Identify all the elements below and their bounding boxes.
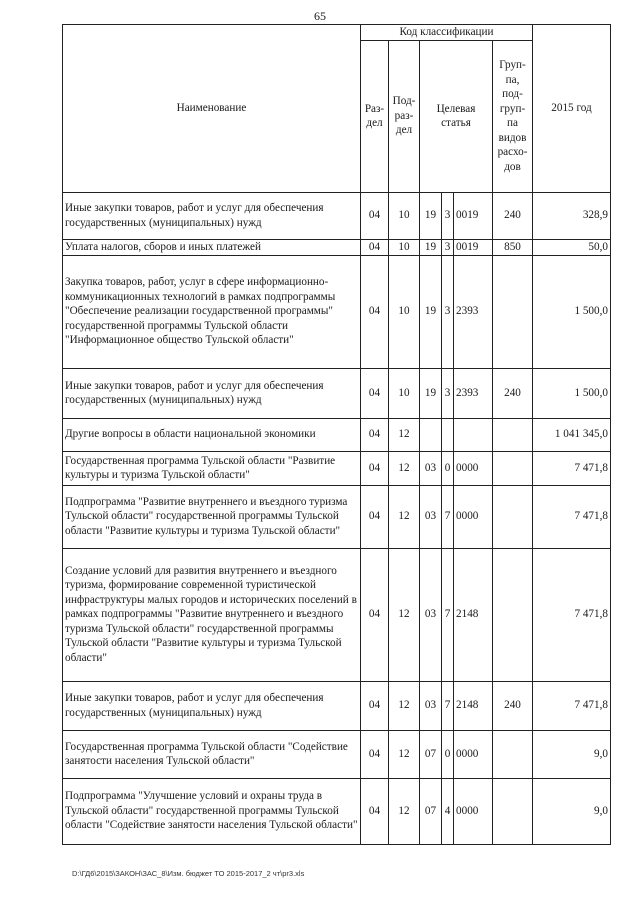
- row-group: 240: [493, 681, 533, 730]
- table-row: [63, 730, 611, 778]
- row-group: [493, 451, 533, 485]
- row-sum: 1 500,0: [533, 255, 611, 368]
- row-razdel: 04: [361, 485, 389, 548]
- row-sum: 7 471,8: [533, 548, 611, 681]
- row-name: Уплата налогов, сборов и иных платежей: [63, 239, 361, 255]
- row-sum: 1 041 345,0: [533, 418, 611, 451]
- row-target-part1: 03: [420, 548, 442, 681]
- row-group: 240: [493, 368, 533, 418]
- row-sum: 7 471,8: [533, 451, 611, 485]
- row-sum: 7 471,8: [533, 485, 611, 548]
- row-sum: 328,9: [533, 192, 611, 239]
- row-sum: 9,0: [533, 730, 611, 778]
- table-row: [63, 548, 611, 681]
- row-name: Создание условий для развития внутреннего и въездного туризма, формирование современной туристической инфраструктуры малых городов и исторических поселений в рамках подпрограммы "Развитие внутреннего и въездного туризма Тульской области" государственной программы Тульской области "Развитие культуры и туризма Тульской области": [63, 548, 361, 681]
- row-group: 240: [493, 192, 533, 239]
- row-sum: 50,0: [533, 239, 611, 255]
- budget-table: [62, 24, 611, 845]
- row-target-part3: 0019: [454, 192, 493, 239]
- row-razdel: 04: [361, 255, 389, 368]
- row-target-part2: 7: [442, 485, 454, 548]
- row-sum: 1 500,0: [533, 368, 611, 418]
- row-target-part2: 0: [442, 451, 454, 485]
- row-target-part1: 07: [420, 778, 442, 844]
- table-row: [63, 485, 611, 548]
- table-row: [63, 368, 611, 418]
- row-target-part1: 03: [420, 681, 442, 730]
- row-target-part1: 07: [420, 730, 442, 778]
- row-target-part3: 2393: [454, 368, 493, 418]
- row-target-part1: 19: [420, 192, 442, 239]
- row-target-part1: 03: [420, 451, 442, 485]
- row-target-part3: 2148: [454, 681, 493, 730]
- row-razdel: 04: [361, 192, 389, 239]
- row-target-part2: 3: [442, 368, 454, 418]
- row-name: Иные закупки товаров, работ и услуг для обеспечения государственных (муниципальных) нужд: [63, 192, 361, 239]
- row-target-part3: [454, 418, 493, 451]
- table-row: [63, 239, 611, 255]
- row-podrazdel: 12: [389, 485, 420, 548]
- row-target-part1: 19: [420, 368, 442, 418]
- row-target-part2: 4: [442, 778, 454, 844]
- row-group: [493, 778, 533, 844]
- row-razdel: 04: [361, 681, 389, 730]
- row-name: Иные закупки товаров, работ и услуг для обеспечения государственных (муниципальных) нужд: [63, 368, 361, 418]
- row-razdel: 04: [361, 418, 389, 451]
- row-group: [493, 418, 533, 451]
- row-podrazdel: 10: [389, 192, 420, 239]
- row-name: Другие вопросы в области национальной экономики: [63, 418, 361, 451]
- table-row: [63, 418, 611, 451]
- header-expense-group: Груп-па, под-груп-па видов расхо-дов: [493, 40, 533, 192]
- row-target-part2: 3: [442, 255, 454, 368]
- row-podrazdel: 12: [389, 548, 420, 681]
- table-row: [63, 778, 611, 844]
- row-name: Государственная программа Тульской области "Развитие культуры и туризма Тульской области": [63, 451, 361, 485]
- row-target-part1: 19: [420, 255, 442, 368]
- row-target-part2: 3: [442, 239, 454, 255]
- header-target-article: Целевая статья: [420, 40, 493, 192]
- row-target-part3: 0000: [454, 451, 493, 485]
- row-group: [493, 548, 533, 681]
- row-podrazdel: 12: [389, 778, 420, 844]
- header-code-group: Код классификации: [361, 25, 533, 41]
- row-podrazdel: 12: [389, 681, 420, 730]
- file-path-footer: D:\ГД6\2015\ЗАКОН\ЗАС_8\Изм. бюджет ТО 2015-2017_2 чт\pr3.xls: [72, 869, 305, 878]
- row-sum: 7 471,8: [533, 681, 611, 730]
- table-row: [63, 451, 611, 485]
- row-target-part1: 19: [420, 239, 442, 255]
- row-podrazdel: 10: [389, 255, 420, 368]
- row-target-part2: [442, 418, 454, 451]
- row-name: Иные закупки товаров, работ и услуг для обеспечения государственных (муниципальных) нужд: [63, 681, 361, 730]
- row-name: Закупка товаров, работ, услуг в сфере информационно-коммуникационных технологий в рамках подпрограммы "Обеспечение реализации государственной программы" государственной программы Тульской области "Информационное общество Тульской области": [63, 255, 361, 368]
- header-podrazdel: Под-раз-дел: [389, 40, 420, 192]
- row-target-part2: 7: [442, 548, 454, 681]
- row-razdel: 04: [361, 548, 389, 681]
- row-name: Подпрограмма "Развитие внутреннего и въездного туризма Тульской области" государственной программы Тульской области "Развитие культуры и туризма Тульской области": [63, 485, 361, 548]
- page-number: 65: [314, 9, 326, 23]
- row-target-part2: 0: [442, 730, 454, 778]
- row-target-part2: 3: [442, 192, 454, 239]
- row-name: Подпрограмма "Улучшение условий и охраны труда в Тульской области" государственной программы Тульской области "Содействие занятости населения Тульской области": [63, 778, 361, 844]
- row-target-part2: 7: [442, 681, 454, 730]
- row-target-part3: 0000: [454, 485, 493, 548]
- row-group: 850: [493, 239, 533, 255]
- row-sum: 9,0: [533, 778, 611, 844]
- row-name: Государственная программа Тульской области "Содействие занятости населения Тульской области": [63, 730, 361, 778]
- row-razdel: 04: [361, 451, 389, 485]
- row-podrazdel: 12: [389, 730, 420, 778]
- row-podrazdel: 12: [389, 418, 420, 451]
- row-target-part3: 2393: [454, 255, 493, 368]
- table-row: [63, 255, 611, 368]
- row-group: [493, 255, 533, 368]
- header-name: Наименование: [63, 25, 361, 193]
- row-target-part1: [420, 418, 442, 451]
- row-group: [493, 730, 533, 778]
- row-target-part3: 2148: [454, 548, 493, 681]
- row-razdel: 04: [361, 778, 389, 844]
- row-target-part3: 0000: [454, 778, 493, 844]
- row-razdel: 04: [361, 239, 389, 255]
- row-podrazdel: 10: [389, 368, 420, 418]
- row-target-part1: 03: [420, 485, 442, 548]
- row-razdel: 04: [361, 368, 389, 418]
- row-podrazdel: 12: [389, 451, 420, 485]
- header-year: 2015 год: [533, 25, 611, 193]
- row-razdel: 04: [361, 730, 389, 778]
- table-row: [63, 681, 611, 730]
- row-target-part3: 0000: [454, 730, 493, 778]
- row-target-part3: 0019: [454, 239, 493, 255]
- header-razdel: Раз-дел: [361, 40, 389, 192]
- table-row: [63, 192, 611, 239]
- row-group: [493, 485, 533, 548]
- row-podrazdel: 10: [389, 239, 420, 255]
